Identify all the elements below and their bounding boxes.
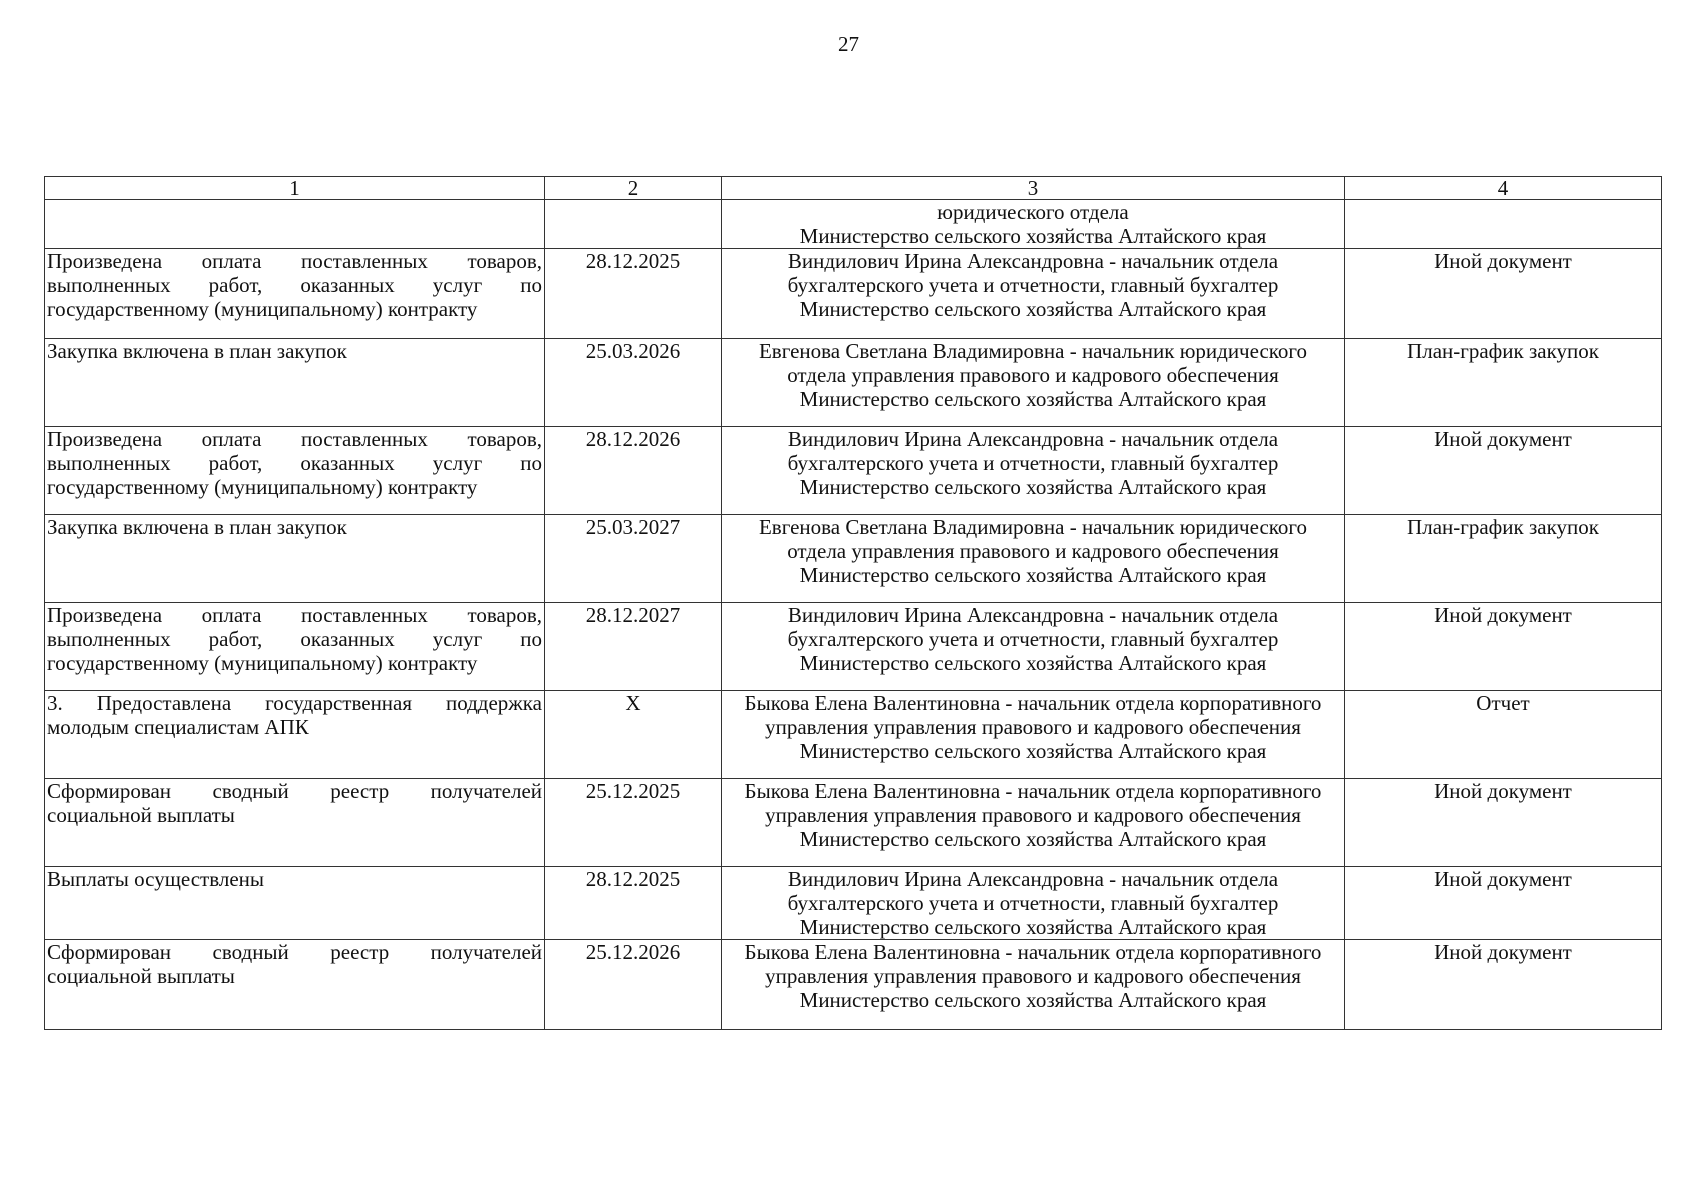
date-cell-line: 28.12.2026: [585, 427, 681, 451]
responsible-cell-line: Быкова Елена Валентиновна - начальник отдела корпоративного управления управления правового и кадрового обеспечения Министерство сельского хозяйства Алтайского края: [744, 691, 1322, 763]
table-row: [45, 200, 1662, 249]
responsible-cell-line: Министерство сельского хозяйства Алтайского края: [799, 297, 1267, 321]
document-cell-line: Иной документ: [1434, 867, 1572, 891]
responsible-cell-line: Министерство сельского хозяйства Алтайского края: [799, 915, 1267, 939]
document-cell-line: Иной документ: [1434, 779, 1572, 803]
document-cell: [1345, 691, 1662, 779]
event-cell-line: Выплаты осуществлены: [47, 867, 265, 891]
document-cell: [1345, 249, 1662, 339]
column-header-3: 3: [722, 177, 1345, 200]
event-cell-line: Сформирован сводный реестр получателей социальной выплаты: [47, 779, 542, 827]
table-header-row: [45, 177, 1662, 200]
document-cell-line: Иной документ: [1434, 603, 1572, 627]
date-cell: [545, 200, 722, 249]
responsible-cell: [722, 867, 1345, 940]
document-cell-line: Иной документ: [1434, 249, 1572, 273]
responsible-cell-line: Быкова Елена Валентиновна - начальник отдела корпоративного управления управления правового и кадрового обеспечения Министерство сельского хозяйства Алтайского края: [744, 779, 1322, 851]
table-row: [45, 940, 1662, 1030]
responsible-cell: [722, 603, 1345, 691]
event-cell: [45, 603, 545, 691]
responsible-cell-line: Виндилович Ирина Александровна - начальник отдела бухгалтерского учета и отчетности, главный бухгалтер: [787, 603, 1279, 651]
document-cell-line: Иной документ: [1434, 427, 1572, 451]
document-cell-line: План-график закупок: [1407, 339, 1599, 363]
event-cell-line: 3. Предоставлена государственная поддержка молодым специалистам АПК: [47, 691, 542, 739]
responsible-cell: [722, 779, 1345, 867]
event-cell: [45, 940, 545, 1030]
table-row: [45, 691, 1662, 779]
responsible-cell-line: Евгенова Светлана Владимировна - начальник юридического отдела управления правового и кадрового обеспечения: [758, 515, 1308, 563]
event-cell-line: Сформирован сводный реестр получателей социальной выплаты: [47, 940, 542, 988]
responsible-cell-line: Виндилович Ирина Александровна - начальник отдела бухгалтерского учета и отчетности, главный бухгалтер: [787, 249, 1279, 297]
table-row: [45, 339, 1662, 427]
column-header-2: 2: [545, 177, 722, 200]
schedule-table: [44, 176, 1662, 1030]
event-cell-line: Произведена оплата поставленных товаров, выполненных работ, оказанных услуг по государственному (муниципальному) контракту: [47, 603, 542, 675]
responsible-cell-line: Виндилович Ирина Александровна - начальник отдела бухгалтерского учета и отчетности, главный бухгалтер: [787, 867, 1279, 915]
event-cell: [45, 427, 545, 515]
date-cell: [545, 515, 722, 603]
document-cell-line: Иной документ: [1434, 940, 1572, 964]
table-row: [45, 427, 1662, 515]
responsible-cell: [722, 249, 1345, 339]
event-cell: [45, 249, 545, 339]
page-number: 27: [838, 32, 859, 56]
event-cell-line: Произведена оплата поставленных товаров, выполненных работ, оказанных услуг по государственному (муниципальному) контракту: [47, 249, 542, 321]
event-cell: [45, 200, 545, 249]
document-cell: [1345, 200, 1662, 249]
document-cell: [1345, 779, 1662, 867]
date-cell: [545, 339, 722, 427]
document-cell: [1345, 339, 1662, 427]
event-cell-line: Закупка включена в план закупок: [47, 515, 347, 539]
document-cell-line: Отчет: [1476, 691, 1530, 715]
document-cell: [1345, 515, 1662, 603]
responsible-cell-line: Министерство сельского хозяйства Алтайского края: [799, 475, 1267, 499]
date-cell-line: 28.12.2025: [585, 249, 681, 273]
date-cell: [545, 691, 722, 779]
responsible-cell-line: Министерство сельского хозяйства Алтайского края: [799, 651, 1267, 675]
date-cell: [545, 779, 722, 867]
responsible-cell: [722, 200, 1345, 249]
event-cell: [45, 779, 545, 867]
date-cell: [545, 249, 722, 339]
responsible-cell-line: Евгенова Светлана Владимировна - начальник юридического отдела управления правового и кадрового обеспечения: [758, 339, 1308, 387]
responsible-cell-line: юридического отдела: [937, 200, 1129, 224]
column-header-4: 4: [1345, 177, 1662, 200]
responsible-cell-line: Министерство сельского хозяйства Алтайского края: [799, 224, 1267, 248]
responsible-cell: [722, 339, 1345, 427]
date-cell-line: 28.12.2025: [585, 867, 681, 891]
event-cell: [45, 515, 545, 603]
responsible-cell-line: Быкова Елена Валентиновна - начальник отдела корпоративного управления управления правового и кадрового обеспечения Министерство сельского хозяйства Алтайского края: [744, 940, 1322, 1012]
responsible-cell: [722, 940, 1345, 1030]
responsible-cell: [722, 515, 1345, 603]
date-cell-line: 25.12.2025: [585, 779, 681, 803]
document-cell: [1345, 867, 1662, 940]
responsible-cell: [722, 427, 1345, 515]
date-cell-line: 28.12.2027: [585, 603, 681, 627]
event-cell-line: Закупка включена в план закупок: [47, 339, 347, 363]
responsible-cell-line: Министерство сельского хозяйства Алтайского края: [799, 563, 1267, 587]
table-row: [45, 867, 1662, 940]
date-cell: [545, 603, 722, 691]
table-row: [45, 249, 1662, 339]
document-cell: [1345, 940, 1662, 1030]
document-cell-line: План-график закупок: [1407, 515, 1599, 539]
date-cell-line: 25.12.2026: [585, 940, 681, 964]
date-cell-line: 25.03.2027: [585, 515, 681, 539]
responsible-cell-line: Виндилович Ирина Александровна - начальник отдела бухгалтерского учета и отчетности, главный бухгалтер: [787, 427, 1279, 475]
table-row: [45, 779, 1662, 867]
responsible-cell-line: Министерство сельского хозяйства Алтайского края: [799, 387, 1267, 411]
event-cell: [45, 867, 545, 940]
event-cell-line: Произведена оплата поставленных товаров, выполненных работ, оказанных услуг по государственному (муниципальному) контракту: [47, 427, 542, 499]
date-cell-line: 25.03.2026: [585, 339, 681, 363]
table-row: [45, 603, 1662, 691]
table-row: [45, 515, 1662, 603]
column-header-1: 1: [45, 177, 545, 200]
document-cell: [1345, 427, 1662, 515]
event-cell: [45, 339, 545, 427]
document-cell: [1345, 603, 1662, 691]
date-cell: [545, 940, 722, 1030]
date-cell: [545, 427, 722, 515]
date-cell-line: X: [625, 691, 641, 715]
date-cell: [545, 867, 722, 940]
responsible-cell: [722, 691, 1345, 779]
event-cell: [45, 691, 545, 779]
